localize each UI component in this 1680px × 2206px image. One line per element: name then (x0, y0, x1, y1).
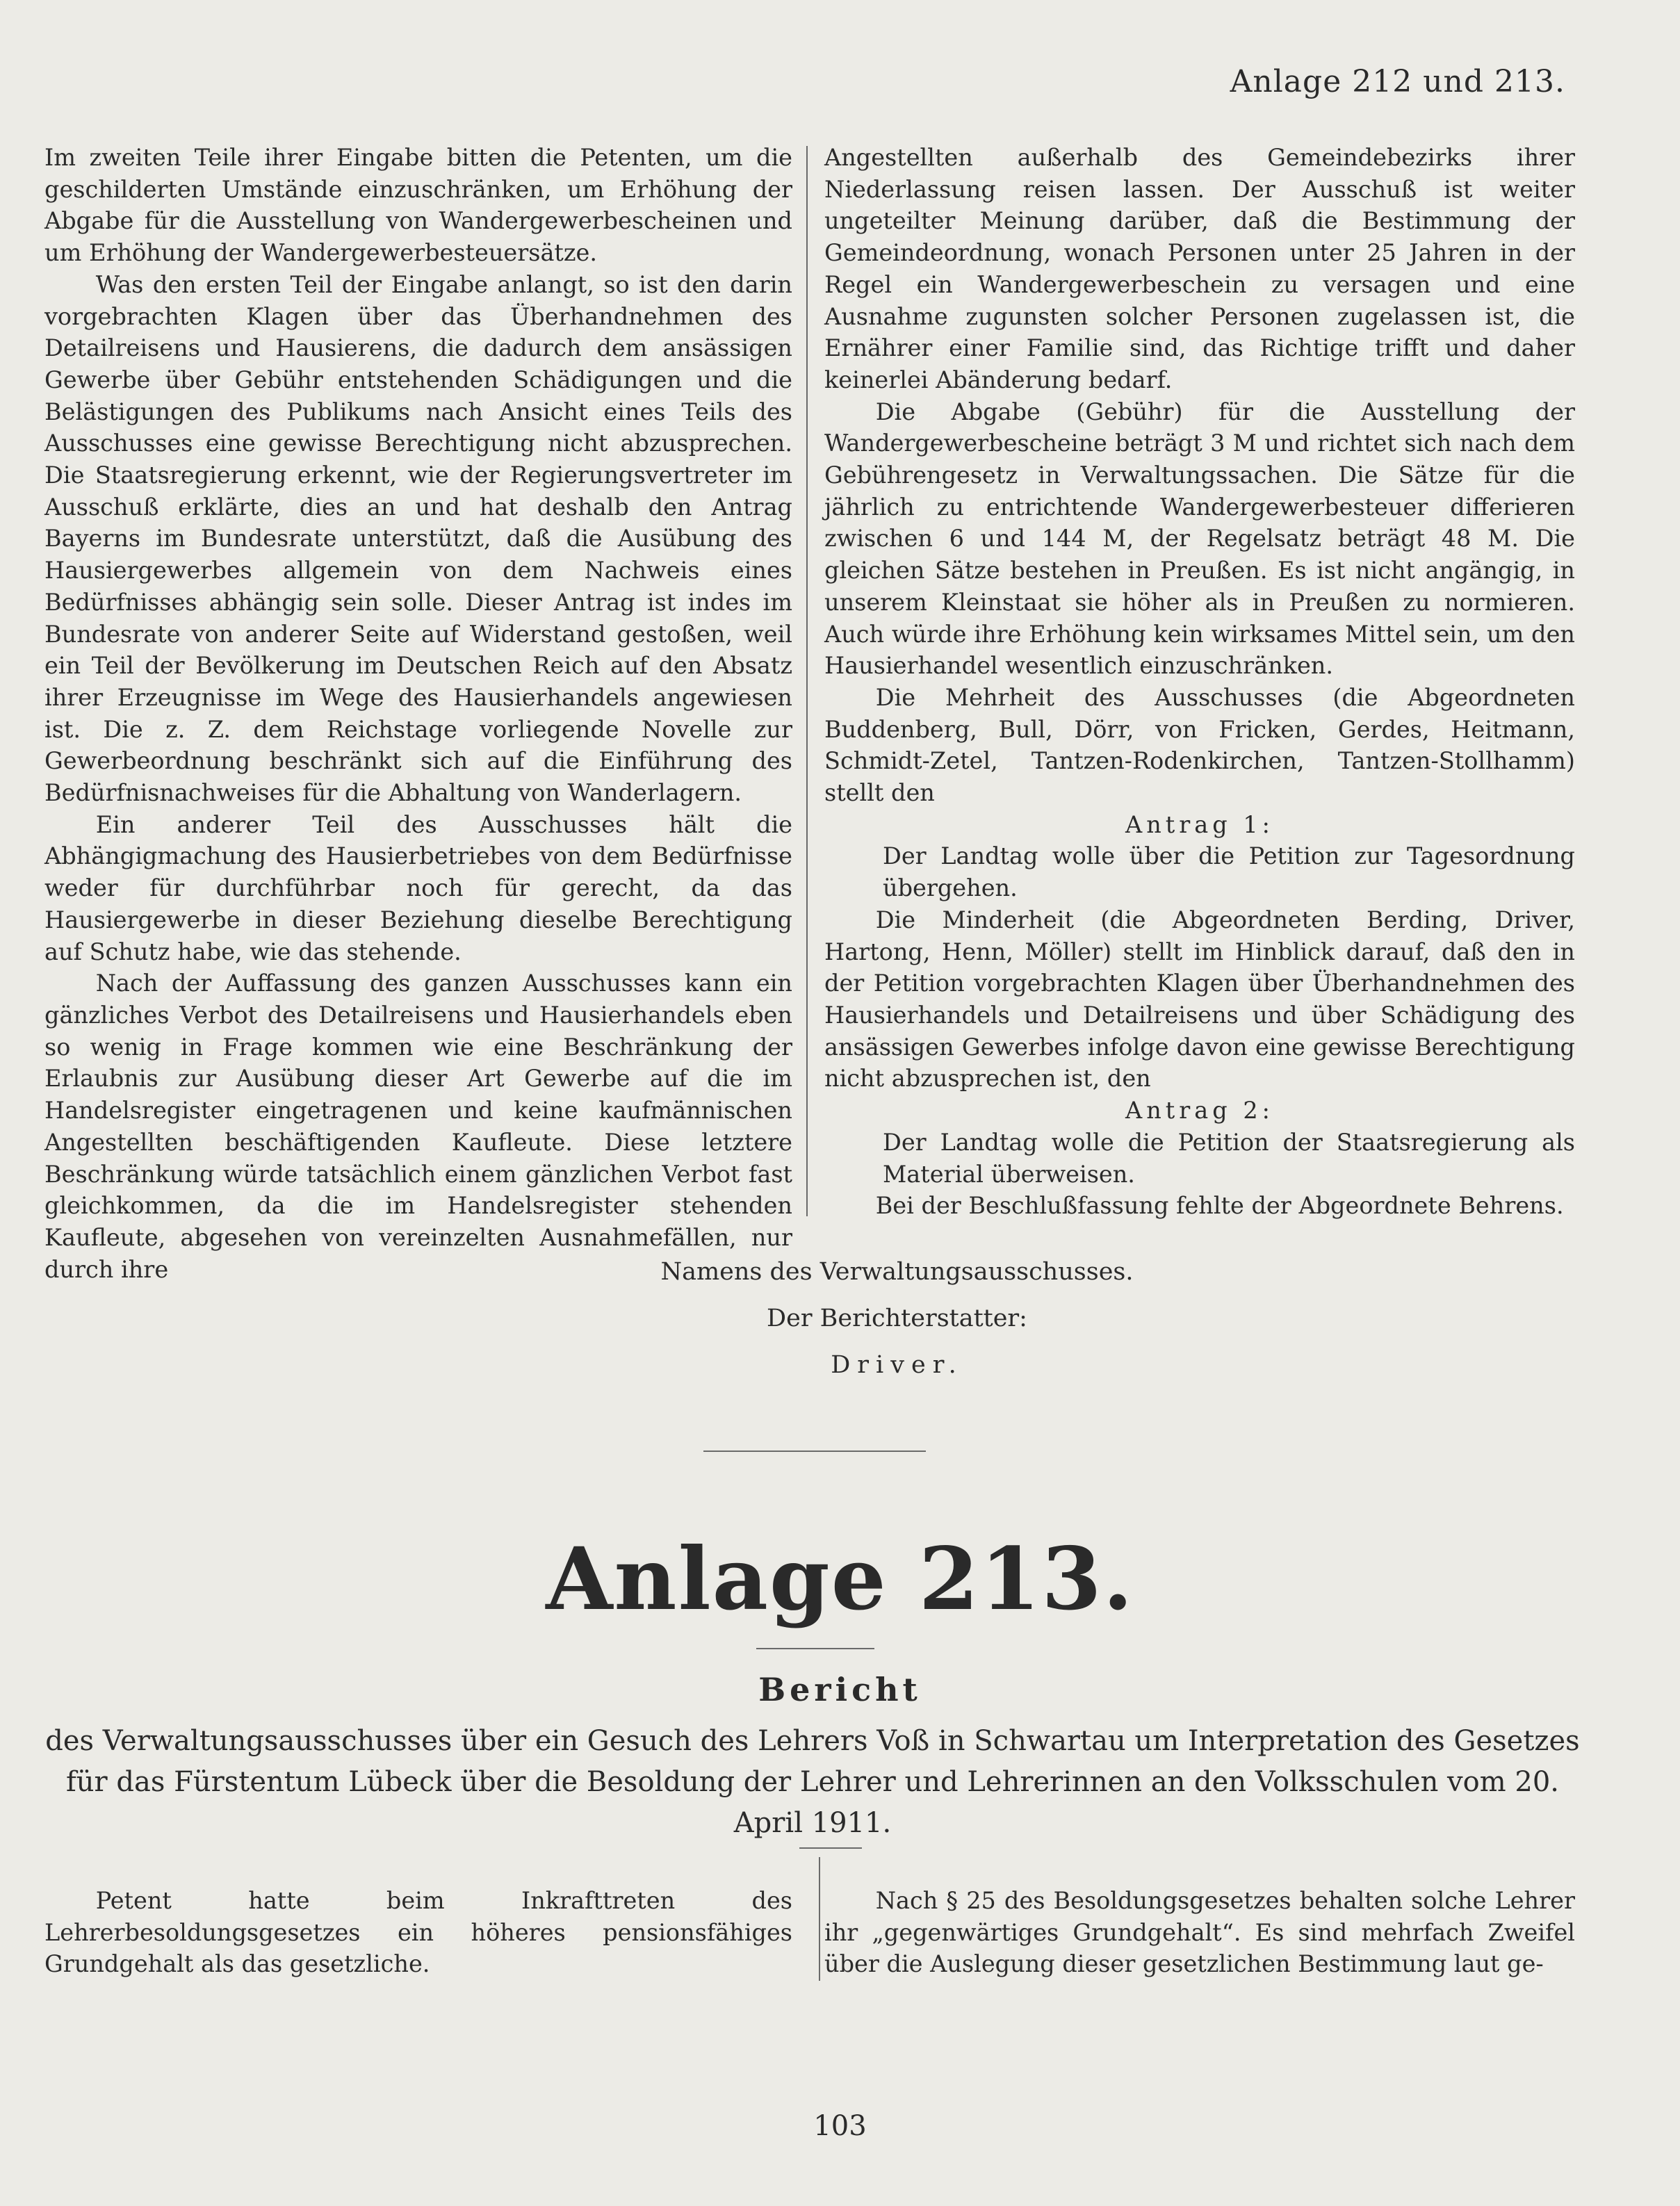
right-column (824, 142, 1575, 1222)
paragraph: Die Abgabe (Gebühr) für die Ausstellung der Wandergewerbescheine beträgt 3 M und richtet sich nach dem Gebührengesetz in Verwaltungssachen. Die Sätze für die jährlich zu entrichtende Wandergewerbesteuer differieren zwischen 6 und 144 M, der Regelsatz beträgt 48 M. Die gleichen Sätze bestehen in Preußen. Es ist nicht angängig, in unserem Kleinstaat sie höher als in Preußen zu normieren. Auch würde ihre Erhöhung kein wirksames Mittel sein, um den Hausierhandel wesentlich einzuschränken. (824, 398, 1575, 680)
paragraph: Im zweiten Teile ihrer Eingabe bitten die Petenten, um die geschilderten Umstände einzuschränken, um Erhöhung der Abgabe für die Ausstellung von Wandergewerbescheinen und um Erhöhung der Wandergewerbesteuersätze. (44, 144, 792, 267)
signature-name: Driver. (831, 1351, 963, 1379)
bottom-left-column (44, 1885, 792, 1980)
subtitle-divider (799, 1847, 862, 1849)
signature-committee: Namens des Verwaltungsausschusses. (660, 1258, 1134, 1286)
paragraph: Petent hatte beim Inkrafttreten des Lehrerbesoldungsgesetzes ein höheres pensionsfähiges Grundgehalt als das gesetzliche. (44, 1887, 792, 1978)
paragraph: Die Mehrheit des Ausschusses (die Abgeordneten Buddenberg, Bull, Dörr, von Fricken, Gerdes, Heitmann, Schmidt-Zetel, Tantzen-Rodenkirchen, Tantzen-Stollhamm) stellt den (824, 683, 1575, 807)
annex-title: Anlage 213. (546, 1529, 1134, 1630)
page-number: 103 (813, 2110, 867, 2142)
running-head: Anlage 212 und 213. (1230, 64, 1565, 99)
left-column (44, 142, 792, 1285)
paragraph: Was den ersten Teil der Eingabe anlangt, so ist den darin vorgebrachten Klagen über das Überhandnehmen des Detailreisens und Hausierens, die dadurch dem ansässigen Gewerbe über Gebühr entstehenden Schädigungen und die Belästigungen des Publikums nach Ansicht eines Teils des Ausschusses eine gewisse Berechtigung nicht abzusprechen. Die Staatsregierung erkennt, wie der Regierungsvertreter im Ausschuß erklärte, dies an und hat deshalb den Antrag Bayerns im Bundesrate unterstützt, daß die Ausübung des Hausiergewerbes allgemein von dem Nachweis eines Bedürfnisses abhängig sein solle. Dieser Antrag ist indes im Bundesrate von anderer Seite auf Widerstand gestoßen, weil ein Teil der Bevölkerung im Deutschen Reich auf den Absatz ihrer Erzeugnisse im Wege des Hausierhandels angewiesen ist. Die z. Z. dem Reichstage vorliegende Novelle zur Gewerbeordnung beschränkt sich auf die Einführung des Bedürfnisnachweises für die Abhaltung von Wanderlagern. (44, 270, 792, 807)
column-divider (806, 146, 808, 1216)
motion-heading: Antrag 2: (1125, 1097, 1274, 1125)
title-divider (756, 1648, 874, 1649)
motion-text: Der Landtag wolle die Petition der Staatsregierung als Material überweisen. (883, 1128, 1575, 1188)
report-subtitle: des Verwaltungsausschusses über ein Gesuch des Lehrers Voß in Schwartau um Interpretation des Gesetzes für das Fürstentum Lübeck über die Besoldung der Lehrer und Lehrerinnen an den Volksschulen vom 20. April 1911. (45, 1725, 1580, 1839)
motion-heading: Antrag 1: (1125, 810, 1274, 838)
paragraph: Die Minderheit (die Abgeordneten Berding, Driver, Hartong, Henn, Möller) stellt im Hinblick darauf, daß den in der Petition vorgebrachten Klagen über Überhandnehmen des Hausierhandels und Detailreisens und über Schädigung des ansässigen Gewerbes infolge davon eine gewisse Berechtigung nicht abzusprechen ist, den (824, 906, 1575, 1093)
paragraph: Nach § 25 des Besoldungsgesetzes behalten solche Lehrer ihr „gegenwärtiges Grundgehalt“. Es sind mehrfach Zweifel über die Auslegung dieser gesetzlichen Bestimmung laut ge- (824, 1887, 1575, 1978)
paragraph: Ein anderer Teil des Ausschusses hält die Abhängigmachung des Hausierbetriebes von dem Bedürfnisse weder für durchführbar noch für gerecht, da das Hausiergewerbe in dieser Beziehung dieselbe Berechtigung auf Schutz habe, wie das stehende. (44, 810, 792, 965)
bottom-right-column (824, 1885, 1575, 1980)
paragraph: Bei der Beschlußfassung fehlte der Abgeordnete Behrens. (875, 1192, 1564, 1220)
signature-role: Der Berichterstatter: (767, 1305, 1027, 1332)
motion-text: Der Landtag wolle über die Petition zur Tagesordnung übergehen. (883, 842, 1575, 902)
paragraph: Nach der Auffassung des ganzen Ausschusses kann ein gänzliches Verbot des Detailreisens und Hausierhandels eben so wenig in Frage kommen wie eine Beschränkung der Erlaubnis zur Ausübung dieser Art Gewerbe auf die im Handelsregister eingetragenen und keine kaufmännischen Angestellten beschäftigenden Kaufleute. Diese letztere Beschränkung würde tatsächlich einem gänzlichen Verbot fast gleichkommen, da die im Handelsregister stehenden Kaufleute, abgesehen von vereinzelten Ausnahmefällen, nur durch ihre (44, 970, 792, 1283)
report-heading: Bericht (758, 1671, 922, 1708)
section-divider (703, 1451, 926, 1452)
paragraph: Angestellten außerhalb des Gemeindebezirks ihrer Niederlassung reisen lassen. Der Ausschuß ist weiter ungeteilter Meinung darüber, daß die Bestimmung der Gemeindeordnung, wonach Personen unter 25 Jahren in der Regel ein Wandergewerbeschein zu versagen und eine Ausnahme zugunsten solcher Personen zugelassen ist, die Ernährer einer Familie sind, das Richtige trifft und daher keinerlei Abänderung bedarf. (824, 144, 1575, 393)
column-divider-bottom (819, 1857, 820, 1981)
